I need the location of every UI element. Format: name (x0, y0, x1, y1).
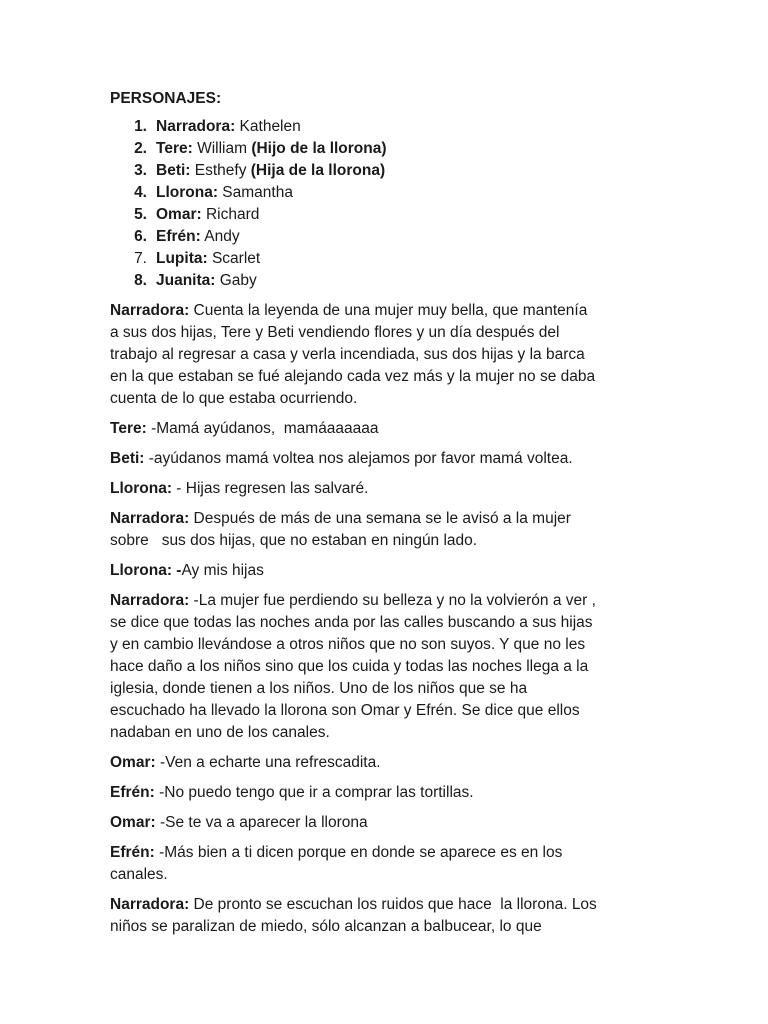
dialogue-paragraph (110, 418, 670, 440)
line-text: De pronto se escuchan los ruidos que hace la llorona. Los (189, 896, 597, 913)
text-line (110, 678, 670, 700)
cast-item (110, 226, 670, 248)
actor-name: Andy (200, 228, 240, 245)
speaker-name: Narradora: (110, 510, 190, 527)
cast-number: 5. (134, 206, 147, 223)
line-text: y en cambio llevándose a otros niños que no son suyos. Y que no les (110, 636, 586, 653)
cast-item (110, 138, 670, 160)
dialogue-paragraph (110, 782, 670, 804)
cast-text (156, 160, 385, 182)
line-text: -ayúdanos mamá voltea nos alejamos por favor mamá voltea. (144, 450, 573, 467)
line-text: a sus dos hijas, Tere y Beti vendiendo flores y un día después del (110, 324, 560, 341)
line-text: Cuenta la leyenda de una mujer muy bella, que mantenía (189, 302, 588, 319)
text-line (110, 418, 670, 440)
speaker-name: Tere: (110, 420, 147, 437)
cast-text (156, 270, 257, 292)
cast-item (110, 182, 670, 204)
text-line (110, 634, 670, 656)
actor-name: Scarlet (207, 250, 261, 267)
text-line (110, 894, 670, 916)
text-line (110, 508, 670, 530)
text-line (110, 656, 670, 678)
text-line (110, 812, 670, 834)
line-text: niños se paralizan de miedo, sólo alcanzan a balbucear, lo que (110, 918, 542, 935)
text-line (110, 864, 670, 886)
speaker-name: Narradora: (110, 302, 190, 319)
cast-item (110, 270, 670, 292)
speaker-name: Narradora: (110, 896, 190, 913)
dialogue-paragraph (110, 842, 670, 886)
dialogue-paragraph (110, 894, 670, 938)
text-line (110, 300, 670, 322)
text-line (110, 388, 670, 410)
dialogue-paragraph (110, 590, 670, 744)
line-text: sobre sus dos hijas, que no estaban en ningún lado. (110, 532, 478, 549)
cast-text (156, 204, 259, 226)
dialogue-paragraph (110, 812, 670, 834)
character-name: Efrén: (156, 228, 201, 245)
speaker-name: Llorona: (110, 480, 172, 497)
speaker-name: Llorona: - (110, 562, 182, 579)
text-line (110, 590, 670, 612)
line-text: -No puedo tengo que ir a comprar las tortillas. (154, 784, 474, 801)
cast-number: 8. (134, 272, 147, 289)
text-line (110, 722, 670, 744)
cast-number: 6. (134, 228, 147, 245)
line-text: Después de más de una semana se le avisó a la mujer (189, 510, 571, 527)
actor-name: Samantha (218, 184, 293, 201)
actor-name: William (192, 140, 252, 157)
speaker-name: Beti: (110, 450, 145, 467)
cast-item (110, 116, 670, 138)
cast-list (110, 116, 670, 292)
cast-text (156, 248, 260, 270)
cast-text (156, 182, 293, 204)
character-name: Tere: (156, 140, 193, 157)
character-name: Juanita: (156, 272, 216, 289)
cast-text (156, 116, 301, 138)
actor-name: Kathelen (235, 118, 301, 135)
line-text: -Ven a echarte una refrescadita. (155, 754, 381, 771)
text-line (110, 530, 670, 552)
actor-name: Esthefy (190, 162, 251, 179)
document-page (110, 88, 670, 946)
dialogue-paragraph (110, 508, 670, 552)
line-text: hace daño a los niños sino que los cuida y todas las noches llega a la (110, 658, 589, 675)
cast-number: 4. (134, 184, 147, 201)
line-text: -Mamá ayúdanos, mamáaaaaaa (146, 420, 379, 437)
text-line (110, 842, 670, 864)
text-line (110, 916, 670, 938)
dialogue-paragraph (110, 300, 670, 410)
line-text: -Se te va a aparecer la llorona (155, 814, 368, 831)
text-line (110, 560, 670, 582)
line-text: iglesia, donde tienen a los niños. Uno de los niños que se ha (110, 680, 528, 697)
dialogue-paragraph (110, 448, 670, 470)
speaker-name: Efrén: (110, 784, 155, 801)
speaker-name: Efrén: (110, 844, 155, 861)
character-name: Llorona: (156, 184, 218, 201)
text-line (110, 344, 670, 366)
dialogue-paragraph (110, 752, 670, 774)
cast-text (156, 138, 387, 160)
text-line (110, 782, 670, 804)
text-line (110, 322, 670, 344)
character-name: Omar: (156, 206, 202, 223)
cast-number: 3. (134, 162, 147, 179)
line-text: se dice que todas las noches anda por las calles buscando a sus hijas (110, 614, 593, 631)
cast-number: 2. (134, 140, 147, 157)
text-line (110, 752, 670, 774)
cast-item (110, 160, 670, 182)
speaker-name: Omar: (110, 754, 156, 771)
text-line (110, 366, 670, 388)
line-text: canales. (110, 866, 168, 883)
dialogue-paragraph (110, 560, 670, 582)
dialogue-paragraph (110, 478, 670, 500)
character-name: Beti: (156, 162, 191, 179)
actor-name: Gaby (215, 272, 257, 289)
line-text: escuchado ha llevado la llorona son Omar y Efrén. Se dice que ellos (110, 702, 580, 719)
line-text: cuenta de lo que estaba ocurriendo. (110, 390, 358, 407)
character-note: (Hija de la llorona) (250, 162, 386, 179)
line-text: - Hijas regresen las salvaré. (172, 480, 369, 497)
character-name: Lupita: (156, 250, 208, 267)
cast-item (110, 204, 670, 226)
actor-name: Richard (201, 206, 260, 223)
line-text: -La mujer fue perdiendo su belleza y no la volvierón a ver , (189, 592, 596, 609)
cast-number: 1. (134, 118, 147, 135)
text-line (110, 478, 670, 500)
character-name: Narradora: (156, 118, 236, 135)
cast-item (110, 248, 670, 270)
text-line (110, 700, 670, 722)
line-text: en la que estaban se fué alejando cada vez más y la mujer no se daba (110, 368, 596, 385)
speaker-name: Omar: (110, 814, 156, 831)
line-text: Ay mis hijas (181, 562, 264, 579)
speaker-name: Narradora: (110, 592, 190, 609)
line-text: trabajo al regresar a casa y verla incendiada, sus dos hijas y la barca (110, 346, 585, 363)
line-text: nadaban en uno de los canales. (110, 724, 330, 741)
cast-text (156, 226, 240, 248)
text-line (110, 448, 670, 470)
script-body (110, 300, 670, 938)
line-text: -Más bien a ti dicen porque en donde se aparece es en los (154, 844, 563, 861)
character-note: (Hijo de la llorona) (251, 140, 387, 157)
text-line (110, 612, 670, 634)
cast-heading: PERSONAJES: (110, 90, 222, 107)
cast-number: 7. (134, 250, 147, 267)
